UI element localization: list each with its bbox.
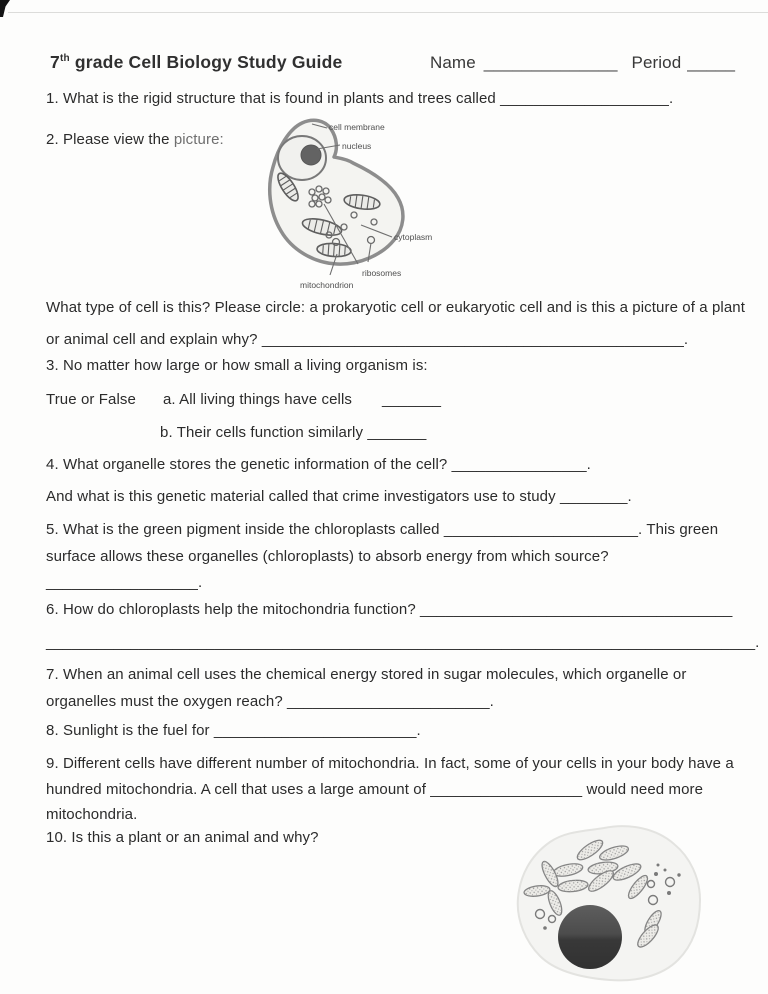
question-3: 3. No matter how large or how small a living organism is: bbox=[46, 357, 428, 374]
true-false-label: True or False bbox=[46, 391, 136, 408]
question-9-line-3: mitochondria. bbox=[46, 806, 138, 823]
name-label: Name bbox=[430, 53, 476, 72]
question-3-row-a bbox=[46, 391, 441, 408]
label-ribosomes: ribosomes bbox=[362, 268, 402, 278]
question-3a-text: a. All living things have cells bbox=[162, 391, 352, 408]
title-superscript: th bbox=[59, 53, 70, 65]
plant-cell-image bbox=[508, 818, 708, 986]
question-3b-text: b. Their cells function similarly bbox=[160, 424, 368, 441]
question-8: 8. Sunlight is the fuel for ________________________. bbox=[46, 722, 421, 739]
question-5-blank-line: __________________. bbox=[46, 574, 203, 591]
question-5-line-1: 5. What is the green pigment inside the chloroplasts called _______________________. This green bbox=[46, 521, 719, 538]
title-number: 7 bbox=[50, 52, 60, 72]
label-cell-membrane: cell membrane bbox=[329, 122, 385, 132]
question-5-line-2: surface allows these organelles (chloroplasts) to absorb energy from which source? bbox=[46, 548, 609, 565]
period-label: Period bbox=[631, 53, 682, 72]
label-mitochondrion: mitochondrion bbox=[300, 280, 354, 290]
question-2-intro-picture: picture: bbox=[173, 131, 224, 148]
question-3-row-b bbox=[160, 424, 426, 441]
question-2-line-2: or animal cell and explain why? __________________________________________________. bbox=[46, 331, 689, 348]
label-nucleus: nucleus bbox=[342, 141, 372, 151]
question-7-line-1: 7. When an animal cell uses the chemical energy stored in sugar molecules, which organelle or bbox=[46, 666, 687, 683]
question-1: 1. What is the rigid structure that is found in plants and trees called ____________________. bbox=[46, 90, 674, 107]
page-title bbox=[50, 52, 342, 73]
question-4-followup: And what is this genetic material called that crime investigators use to study ________. bbox=[46, 488, 632, 505]
name-blank: ______________ bbox=[483, 53, 618, 72]
question-2-intro-text: 2. Please view the bbox=[46, 131, 174, 148]
question-7-line-2: organelles must the oxygen reach? ________________________. bbox=[46, 693, 494, 710]
period-blank: _____ bbox=[687, 53, 736, 72]
nucleus-shape bbox=[558, 905, 622, 969]
label-cytoplasm: cytoplasm bbox=[394, 232, 433, 242]
question-10: 10. Is this a plant or an animal and why? bbox=[46, 829, 319, 846]
scan-edge-line bbox=[8, 12, 768, 13]
cell-diagram bbox=[256, 114, 471, 296]
question-4: 4. What organelle stores the genetic information of the cell? ________________. bbox=[46, 456, 591, 473]
name-period-row bbox=[430, 53, 735, 73]
question-6-line-1: 6. How do chloroplasts help the mitochondria function? _____________________________________ bbox=[46, 601, 733, 618]
title-text: grade Cell Biology Study Guide bbox=[69, 52, 343, 72]
nucleolus-shape bbox=[301, 145, 321, 165]
scan-artifact-corner bbox=[0, 0, 10, 17]
question-9-line-2: hundred mitochondria. A cell that uses a large amount of __________________ would need more bbox=[46, 781, 704, 798]
question-6-blank-line: ____________________________________________________________________________________. bbox=[46, 634, 760, 651]
question-2-line-1: What type of cell is this? Please circle: a prokaryotic cell or eukaryotic cell and is this a picture of a plant bbox=[46, 299, 746, 316]
question-9-line-1: 9. Different cells have different number of mitochondria. In fact, some of your cells in your body have a bbox=[46, 755, 734, 772]
question-2-intro bbox=[46, 131, 224, 148]
question-3a-blank: _______ bbox=[382, 391, 442, 408]
question-3b-blank: _______ bbox=[367, 424, 427, 441]
